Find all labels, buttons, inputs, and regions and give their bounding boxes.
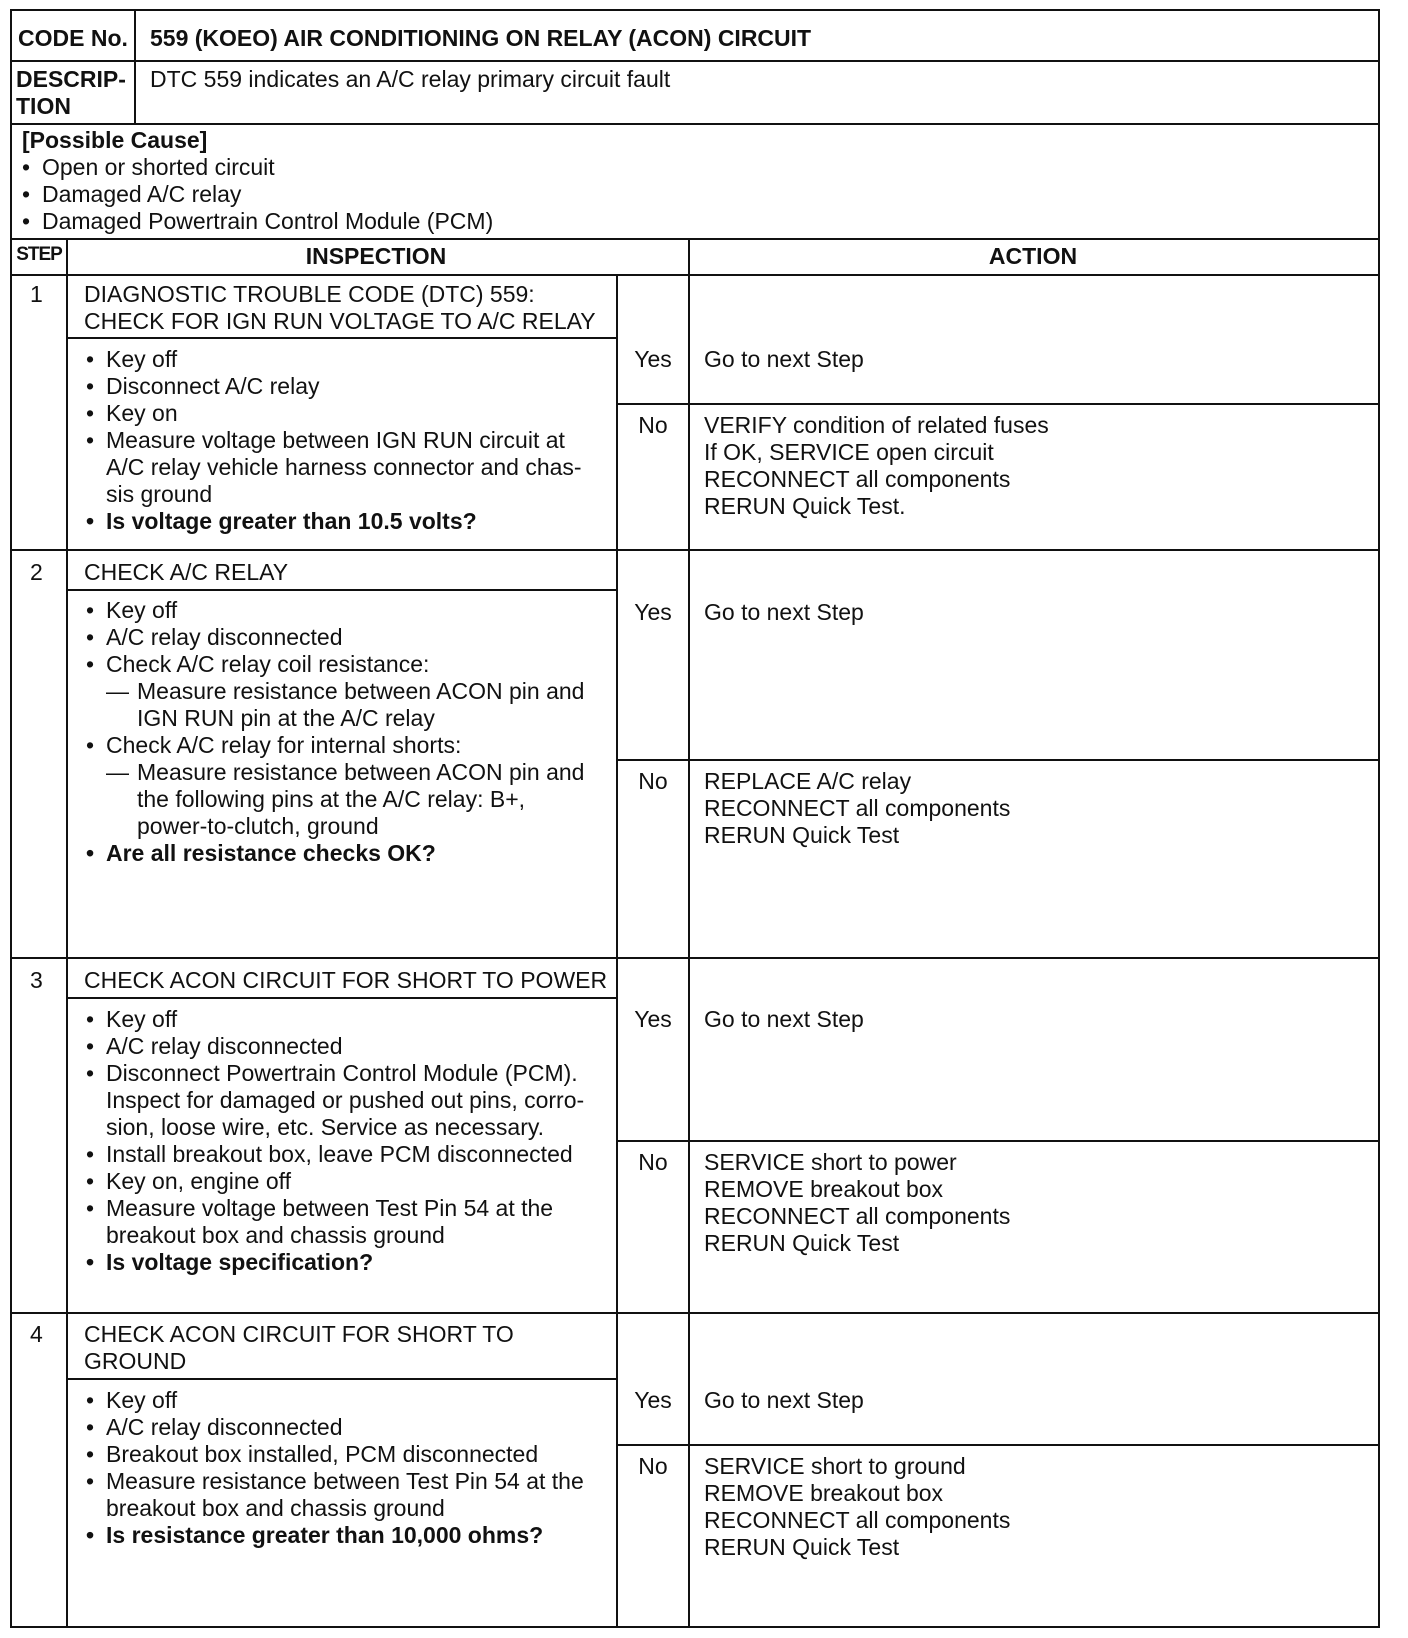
inspection-item: • A/C relay disconnected bbox=[84, 1414, 614, 1441]
step-column-header: STEP bbox=[16, 244, 62, 265]
divider bbox=[12, 957, 1378, 959]
inspection-question: • Are all resistance checks OK? bbox=[84, 840, 614, 867]
divider bbox=[12, 1312, 1378, 1314]
no-action: SERVICE short to ground REMOVE breakout box RECONNECT all components RERUN Quick Test bbox=[704, 1453, 1011, 1560]
inspection-item: • Measure resistance between Test Pin 54 at the breakout box and chassis ground bbox=[84, 1468, 614, 1522]
no-label: No bbox=[638, 768, 668, 794]
divider bbox=[12, 238, 1378, 240]
divider bbox=[616, 759, 1378, 761]
inspection-list bbox=[84, 346, 614, 535]
inspection-item: • A/C relay disconnected bbox=[84, 1033, 614, 1060]
no-action: VERIFY condition of related fuses If OK, SERVICE open circuit RECONNECT all components RERUN Quick Test. bbox=[704, 412, 1049, 519]
divider bbox=[12, 60, 1378, 62]
possible-cause-title: [Possible Cause] bbox=[22, 127, 208, 153]
yes-label: Yes bbox=[634, 599, 672, 625]
description-text: DTC 559 indicates an A/C relay primary circuit fault bbox=[150, 66, 671, 92]
step-number: 2 bbox=[30, 559, 43, 585]
divider bbox=[688, 238, 690, 1628]
no-action: SERVICE short to power REMOVE breakout box RECONNECT all components RERUN Quick Test bbox=[704, 1149, 1011, 1256]
divider bbox=[134, 11, 136, 60]
step-title: DIAGNOSTIC TROUBLE CODE (DTC) 559: CHECK FOR IGN RUN VOLTAGE TO A/C RELAY bbox=[84, 281, 596, 334]
no-label: No bbox=[638, 1453, 668, 1479]
code-title: 559 (KOEO) AIR CONDITIONING ON RELAY (ACON) CIRCUIT bbox=[150, 25, 812, 51]
yes-action: Go to next Step bbox=[704, 1387, 864, 1413]
yes-action: Go to next Step bbox=[704, 1006, 864, 1032]
inspection-item: • Key on, engine off bbox=[84, 1168, 614, 1195]
inspection-item: • Key off bbox=[84, 597, 614, 624]
inspection-item: • Measure voltage between IGN RUN circuit at A/C relay vehicle harness connector and chas- sis ground bbox=[84, 427, 614, 508]
inspection-subitem: — Measure resistance between ACON pin and the following pins at the A/C relay: B+, power-to-clutch, ground bbox=[84, 759, 614, 840]
inspection-item: • Install breakout box, leave PCM disconnected bbox=[84, 1141, 614, 1168]
no-label: No bbox=[638, 1149, 668, 1175]
inspection-question: • Is voltage specification? bbox=[84, 1249, 614, 1276]
code-label: CODE No. bbox=[18, 25, 128, 51]
step-number: 4 bbox=[30, 1321, 43, 1347]
diagnostic-document bbox=[10, 9, 1380, 1628]
divider bbox=[12, 549, 1378, 551]
yes-label: Yes bbox=[634, 1006, 672, 1032]
divider bbox=[12, 274, 1378, 276]
inspection-list bbox=[84, 597, 614, 867]
inspection-item: • Key off bbox=[84, 346, 614, 373]
yes-action: Go to next Step bbox=[704, 599, 864, 625]
possible-cause-list bbox=[20, 154, 920, 235]
divider bbox=[66, 997, 616, 999]
inspection-list bbox=[84, 1387, 614, 1549]
step-number: 1 bbox=[30, 281, 43, 307]
action-column-header: ACTION bbox=[988, 243, 1078, 269]
inspection-item: • Check A/C relay for internal shorts: bbox=[84, 732, 614, 759]
divider bbox=[12, 123, 1378, 125]
inspection-column-header: INSPECTION bbox=[305, 243, 447, 269]
step-title: CHECK A/C RELAY bbox=[84, 559, 289, 585]
cause-item: • Open or shorted circuit bbox=[20, 154, 920, 181]
inspection-question: • Is voltage greater than 10.5 volts? bbox=[84, 508, 614, 535]
inspection-item: • Disconnect A/C relay bbox=[84, 373, 614, 400]
divider bbox=[66, 337, 616, 339]
no-action: REPLACE A/C relay RECONNECT all components RERUN Quick Test bbox=[704, 768, 1011, 848]
step-number: 3 bbox=[30, 967, 43, 993]
divider bbox=[66, 238, 68, 1628]
cause-item: • Damaged Powertrain Control Module (PCM) bbox=[20, 208, 920, 235]
inspection-item: • Key off bbox=[84, 1387, 614, 1414]
divider bbox=[66, 589, 616, 591]
divider bbox=[616, 403, 1378, 405]
divider bbox=[66, 1378, 616, 1380]
description-label: DESCRIP- TION bbox=[16, 66, 126, 119]
divider bbox=[616, 1444, 1378, 1446]
divider bbox=[616, 1140, 1378, 1142]
inspection-subitem: — Measure resistance between ACON pin and IGN RUN pin at the A/C relay bbox=[84, 678, 614, 732]
yes-label: Yes bbox=[634, 346, 672, 372]
yes-label: Yes bbox=[634, 1387, 672, 1413]
inspection-list bbox=[84, 1006, 614, 1276]
inspection-item: • Breakout box installed, PCM disconnected bbox=[84, 1441, 614, 1468]
step-title: CHECK ACON CIRCUIT FOR SHORT TO POWER bbox=[84, 967, 608, 993]
step-title: CHECK ACON CIRCUIT FOR SHORT TO GROUND bbox=[84, 1321, 514, 1374]
inspection-item: • Disconnect Powertrain Control Module (PCM). Inspect for damaged or pushed out pins, corro- sion, loose wire, etc. Service as necessary. bbox=[84, 1060, 614, 1141]
no-label: No bbox=[638, 412, 668, 438]
inspection-item: • Key on bbox=[84, 400, 614, 427]
yes-action: Go to next Step bbox=[704, 346, 864, 372]
inspection-item: • A/C relay disconnected bbox=[84, 624, 614, 651]
divider bbox=[134, 60, 136, 123]
inspection-item: • Key off bbox=[84, 1006, 614, 1033]
inspection-item: • Measure voltage between Test Pin 54 at the breakout box and chassis ground bbox=[84, 1195, 614, 1249]
inspection-item: • Check A/C relay coil resistance: bbox=[84, 651, 614, 678]
inspection-question: • Is resistance greater than 10,000 ohms? bbox=[84, 1522, 614, 1549]
cause-item: • Damaged A/C relay bbox=[20, 181, 920, 208]
